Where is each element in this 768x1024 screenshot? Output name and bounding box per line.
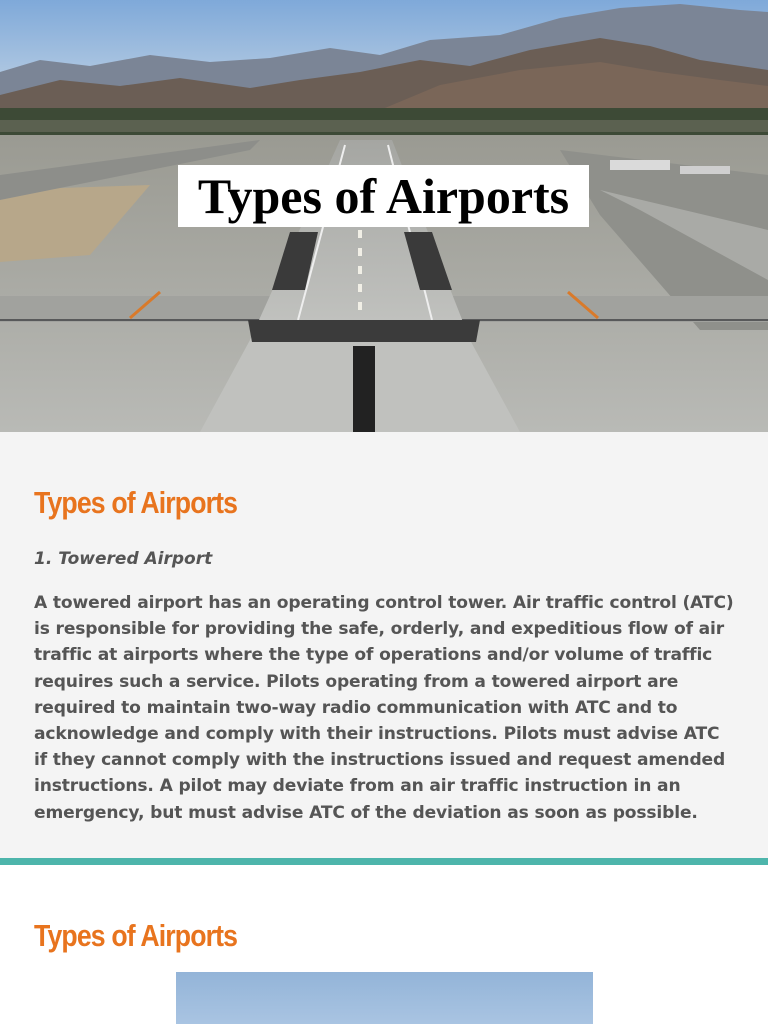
body-paragraph: A towered airport has an operating control tower. Air traffic control (ATC) is responsible for providing the safe, orderly, and expeditious flow of air traffic at airports where the type of operations and/or volume of traffic requires such a service. Pilots operating from a towered airport are required to maintain two-way radio communication with ATC and to acknowledge and comply with their instructions. Pilots must advise ATC if they cannot comply with the instructions issued and request amended instructions. A pilot may deviate from an air traffic instruction in an emergency, but must advise ATC of the deviation as soon as possible.: [34, 593, 734, 823]
sky-photo: [176, 972, 593, 1024]
hero-slide: [0, 0, 768, 432]
content-slide: [0, 432, 768, 858]
section-heading-2: Types of Airports: [34, 918, 238, 953]
hero-title: Types of Airports: [197, 168, 570, 224]
slide-divider: [0, 858, 768, 865]
next-slide: [0, 865, 768, 1024]
hero-title-box: [178, 165, 589, 227]
section-subheading: 1. Towered Airport: [34, 549, 213, 569]
section-heading: Types of Airports: [34, 485, 238, 520]
